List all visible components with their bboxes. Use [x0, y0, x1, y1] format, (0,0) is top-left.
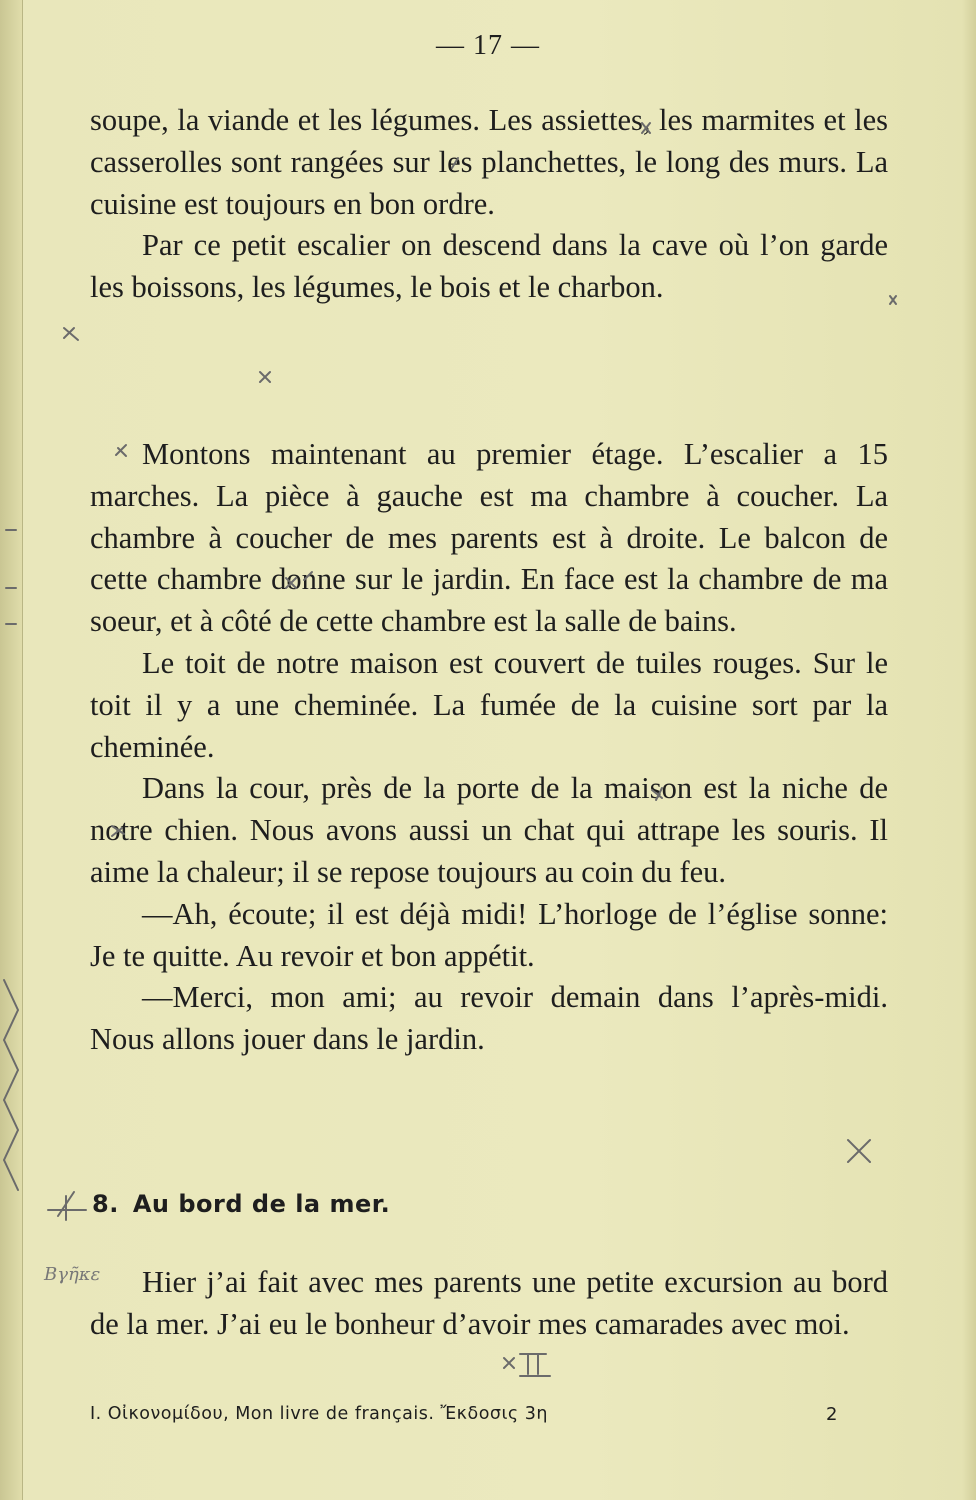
footer-signature: 2 — [826, 1404, 838, 1425]
page-number: — 17 — — [436, 30, 540, 61]
paragraph: Dans la cour, près de la porte de la maison est la niche de notre chien. Nous avons aussi un chat qui attrape les souris. Il aime la chaleur; il se repose toujours au coin du feu. — [90, 771, 888, 889]
pencil-mark — [848, 1140, 870, 1162]
text-block-top — [90, 100, 888, 309]
pencil-mark — [260, 372, 270, 382]
paragraph: —Merci, mon ami; au revoir demain dans l’après-midi. Nous allons jouer dans le jardin. — [90, 980, 888, 1057]
book-spine — [0, 0, 23, 1500]
paragraph: Le toit de notre maison est couvert de tuiles rouges. Sur le toit il y a une cheminée. La fumée de la cuisine sort par la cheminée. — [90, 645, 888, 764]
footer-citation: I. Οἰκονομίδου, Mon livre de français. Ἔκδοσις 3η — [90, 1404, 548, 1424]
text-block-bottom — [90, 1262, 888, 1346]
lesson-title: Au bord de la mer. — [132, 1190, 391, 1218]
paragraph: Montons maintenant au premier étage. L’escalier a 15 marches. La pièce à gauche est ma chambre à coucher. La chambre à coucher de mes parents est à droite. Le balcon de cette chambre donne sur le jardin. En face est la chambre de ma soeur, et à côté de cette chambre est la salle de bains. — [90, 437, 888, 639]
pencil-mark — [890, 296, 896, 304]
lesson-number: 8. — [92, 1190, 119, 1218]
paragraph: soupe, la viande et les légumes. Les assiettes, les marmites et les casserolles sont rangées sur les planchettes, le long des murs. La cuisine est toujours en bon ordre. — [90, 103, 888, 221]
page-edge — [962, 0, 976, 1500]
pencil-mark — [48, 1192, 86, 1220]
margin-note: Βγῆκε — [44, 1264, 101, 1285]
pencil-mark — [64, 328, 78, 340]
text-block-middle — [90, 434, 888, 1061]
pencil-mark — [504, 1354, 550, 1376]
paragraph: Hier j’ai fait avec mes parents une petite excursion au bord de la mer. J’ai eu le bonheur d’avoir mes camarades avec moi. — [90, 1265, 888, 1341]
paragraph: Par ce petit escalier on descend dans la cave où l’on garde les boissons, les légumes, le bois et le charbon. — [90, 228, 888, 305]
lesson-heading — [92, 1190, 390, 1218]
paragraph: —Ah, écoute; il est déjà midi! L’horloge de l’église sonne: Je te quitte. Au revoir et bon appétit. — [90, 896, 888, 973]
